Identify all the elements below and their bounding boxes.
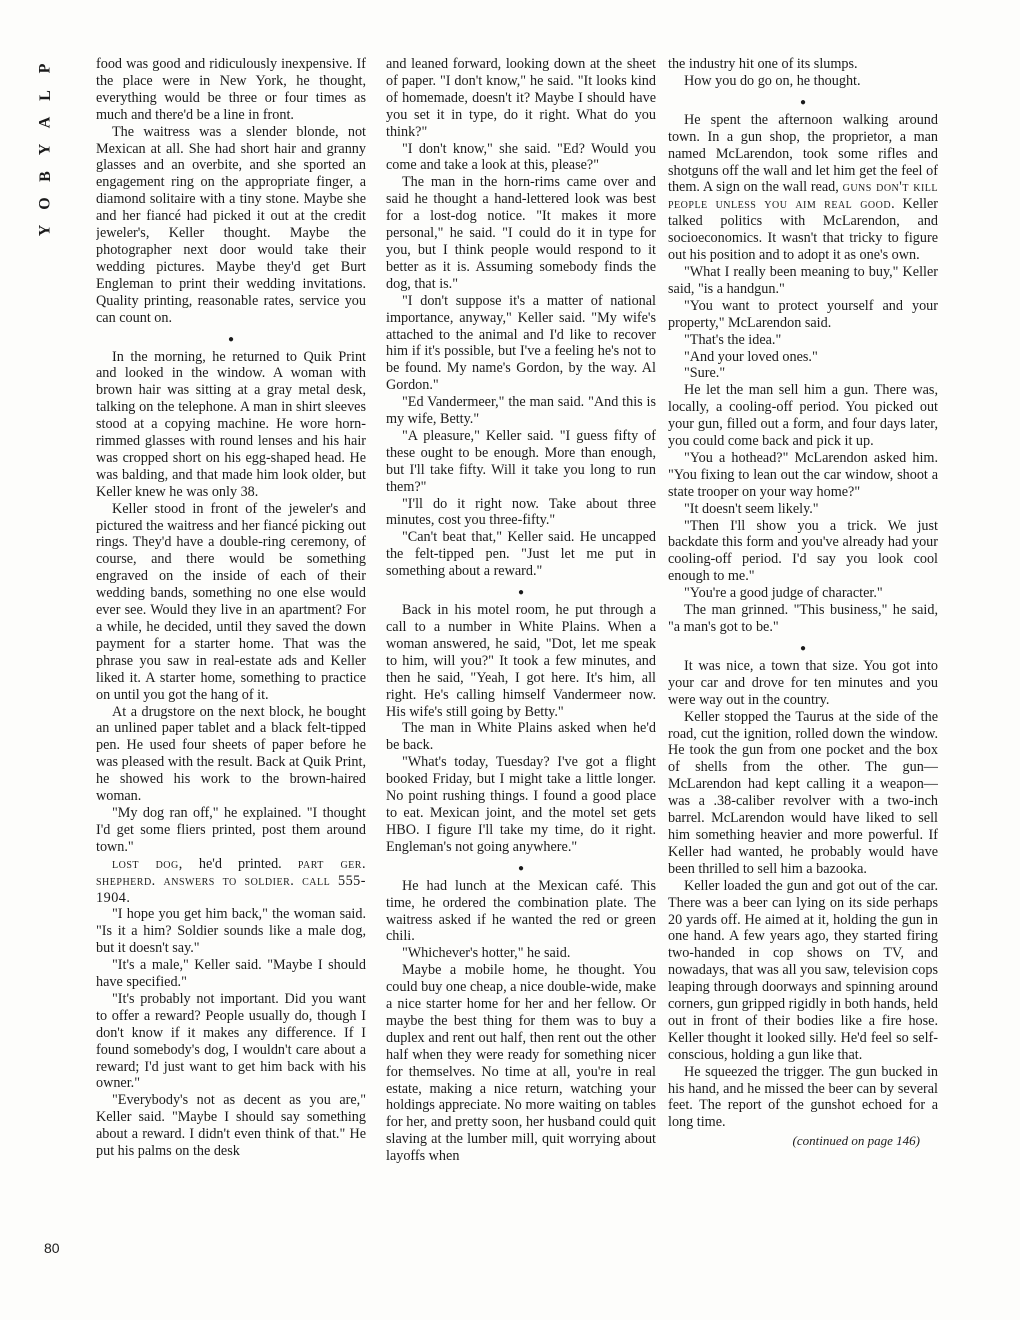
continued-on-notice: (continued on page 146) (792, 1133, 920, 1149)
paragraph: "It's a male," Keller said. "Maybe I should have specified." (96, 957, 366, 991)
paragraph: "You a hothead?" McLarendon asked him. "You fixing to lean out the car window, shoot a state trooper on your way home?" (668, 449, 938, 500)
paragraph: In the morning, he returned to Quik Print and looked in the window. A woman with brown hair was sitting at a gray metal desk, talking on the telephone. A man in shirt sleeves stood at a copying machine. He wore horn-rimmed glasses with round lenses and his hair was cropped short on his egg-shaped head. He was balding, and that made him look older, but Keller knew he was only 38. (96, 348, 366, 500)
paragraph: How you do go on, he thought. (684, 72, 861, 89)
paragraph: It was nice, a town that size. You got into your car and drove for ten minutes and you were way out in the country. (668, 657, 938, 708)
gun-shop-paragraph (668, 112, 938, 264)
paragraph: "Then I'll show you a trick. We just backdate this form and you've already had your cooling-off period. I'd say you look cool enough to me." (668, 517, 938, 585)
running-head-playboy (30, 55, 60, 244)
flier-lead: lost dog, (112, 855, 183, 872)
text-column-1 (96, 56, 366, 1266)
section-separator: ● (799, 96, 807, 108)
page-number: 80 (44, 1240, 60, 1256)
paragraph: He let the man sell him a gun. There was, locally, a cooling-off period. You picked out your gun, filled out a form, and four days later, you could come back and pick it up. (668, 382, 938, 450)
flier-text: part ger. shepherd. answers to soldier. call 555-1904. (96, 855, 366, 906)
paragraph: "I'll do it right now. Take about three minutes, cost you three-fifty." (386, 495, 656, 529)
paragraph: "It doesn't seem likely." (684, 500, 819, 517)
paragraph: "I hope you get him back," the woman said. "Is it a him? Soldier sounds like a male dog, but it doesn't say." (96, 906, 366, 957)
running-head-letter: P (36, 63, 54, 74)
text-column-3 (668, 56, 938, 1266)
running-head-letter: B (36, 171, 54, 182)
paragraph: the industry hit one of its slumps. (668, 56, 858, 72)
paragraph: Keller stood in front of the jeweler's and pictured the waitress and her fiancé picking out rings. They'd have a double-ring ceremony, of course, and there would be something engraved on the inside of each of their wedding bands, something no one else would ever see. Would they live in an apartment? For a while, he decided, until they saved the down payment for a starter home. That was the phrase you saw in real-estate ads and Keller liked it. A starter home, something to practice on until you got the hang of it. (96, 500, 366, 703)
section-separator: ● (517, 862, 525, 874)
paragraph: "I don't suppose it's a matter of national importance, anyway," Keller said. "My wife's attached to the animal and I'd like to recover him if it's possible, but I've a feeling he's not to be found. My name's Gordon, by the way. Al Gordon." (386, 292, 656, 394)
paragraph: "You're a good judge of character." (684, 585, 883, 602)
paragraph: "That's the idea." (684, 331, 782, 348)
running-head-letter: Y (36, 224, 54, 237)
paragraph: The man grinned. "This business," he said, "a man's got to be." (668, 602, 938, 635)
running-head-letter: L (36, 90, 54, 101)
running-head-letter: Y (36, 143, 54, 156)
section-separator: ● (799, 642, 807, 654)
paragraph: "A pleasure," Keller said. "I guess fifty of these ought to be enough. More than enough, but I'll take fifty. Will it take you long to run them?" (386, 427, 656, 495)
paragraph: "Can't beat that," Keller said. He uncapped the felt-tipped pen. "Just let me put in something about a reward." (386, 529, 656, 580)
paragraph: "What's today, Tuesday? I've got a flight booked Friday, but I might take a little longer. No point rushing things. I found a good place to eat. Mexican joint, and the motel set gets HBO. I figure I'll take my time, do it right. Engleman's not going anywhere." (386, 754, 656, 855)
paragraph: "And your loved ones." (684, 348, 818, 365)
paragraph: The waitress was a slender blonde, not Mexican at all. She had short hair and granny glasses and an overbite, and she sported an engagement ring on the appropriate finger, a diamond solitaire with a tiny stone. Maybe she and her fiancé had picked it out at the credit jeweler's, Keller thought. Maybe the photographer next door would take their wedding pictures. Maybe they'd get Burt Engleman to print their wedding invitations. Quality printing, reasonable rates, service you can count on. (96, 123, 366, 326)
paragraph: and leaned forward, looking down at the sheet of paper. "I don't know," he said. "It looks kind of homemade, doesn't it? Maybe I should have you set it in type, do it right. What do you think?" (386, 56, 656, 140)
paragraph: Maybe a mobile home, he thought. You could buy one cheap, a nice double-wide, make a nice starter home for her and her fellow. Or maybe the best thing for them was to buy a duplex and rent out half, then rent out the other half when they were ready for something nicer for themselves. No time at all, you're in real estate, making a nice return, watching your holdings appreciate. No more waiting on tables for her, and pretty soon, her husband could quit slaving at the lumber mill, quit worrying about layoffs when (386, 962, 656, 1165)
paragraph-lead: He spent the afternoon walking around town. In a gun shop, the proprietor, a man named McLarendon, took some rifles and shotguns off the wall and let him get the feel of them. A sign on the wall read, (668, 111, 938, 196)
paragraph: "It's probably not important. Did you want to offer a reward? People usually do, though I don't know if it makes any difference. If I found somebody's dog, I wouldn't care about a reward; I'd just want to get him back with his owner." (96, 990, 366, 1092)
paragraph: "Everybody's not as decent as you are," Keller said. "Maybe I should say something about a reward. I didn't even think of that." He put his palms on the desk (96, 1092, 366, 1160)
flier-paragraph (96, 856, 366, 907)
section-separator: ● (227, 333, 235, 345)
paragraph: "You want to protect yourself and your property," McLarendon said. (668, 297, 938, 331)
gun-shop-sign: guns don't kill people unless you aim real good. (668, 179, 938, 213)
paragraph: Keller stopped the Taurus at the side of the road, cut the ignition, rolled down the window. He took the gun from one pocket and the box of shells from the other. The gun—McLarendon had kept calling it a weapon—was a .38-caliber revolver with a two-inch barrel. McLarendon would have liked to sell him something heavier and more powerful. If Keller had wanted, he probably would have been thrilled to sell him a bazooka. (668, 708, 938, 877)
paragraph: The man in the horn-rims came over and said he thought a hand-lettered look was best for a lost-dog notice. "It makes it more personal," he said. "I could do it in type for you, but I think people would respond to it better as it is. Assuming somebody finds the dog, that is." (386, 174, 656, 292)
paragraph: He had lunch at the Mexican café. This time, he ordered the combination plate. The waitress asked if he wanted the red or green chili. (386, 877, 656, 945)
paragraph: At a drugstore on the next block, he bought an unlined paper tablet and a black felt-tipped pen. He used four sheets of paper before he was pleased with the result. Back at Quik Print, he showed his work to the brown-haired woman. (96, 703, 366, 805)
paragraph: The man in White Plains asked when he'd be back. (386, 720, 656, 754)
running-head-letter: O (36, 197, 54, 210)
flier-mid: he'd printed. (182, 855, 298, 872)
text-column-2 (386, 56, 656, 1266)
paragraph: "Ed Vandermeer," the man said. "And this is my wife, Betty." (386, 394, 656, 428)
paragraph-tail: Keller talked politics with McLarendon, and socioeconomics. It wasn't that tricky to figure out his position and to adopt it as one's own. (668, 196, 938, 264)
paragraph: food was good and ridiculously inexpensive. If the place were in New York, he thought, everything would be three or four times as much and there'd be a line in front. (96, 56, 366, 123)
section-separator: ● (517, 587, 525, 599)
running-head-letter: A (36, 116, 54, 129)
paragraph: "What I really been meaning to buy," Keller said, "is a handgun." (668, 263, 938, 297)
paragraph: He squeezed the trigger. The gun bucked in his hand, and he missed the beer can by several feet. The report of the gunshot echoed for a long time. (668, 1063, 938, 1131)
paragraph: "I don't know," she said. "Ed? Would you come and take a look at this, please?" (386, 140, 656, 174)
paragraph: Back in his motel room, he put through a call to a number in White Plains. When a woman answered, he said, "Dot, let me speak to him, will you?" It took a few minutes, and then he said, "Yeah, I got here. It's him, all right. He's calling himself Vandermeer now. His wife's still going by Betty." (386, 602, 656, 720)
paragraph: "My dog ran off," he explained. "I thought I'd get some fliers printed, post them around town." (96, 804, 366, 855)
paragraph: "Whichever's hotter," he said. (402, 945, 571, 962)
paragraph: "Sure." (684, 365, 726, 382)
paragraph: Keller loaded the gun and got out of the car. There was a beer can lying on its side perhaps 20 yards off. He aimed at it, holding the gun in one hand. A few years ago, they started firing two-handed in cop shows on TV, and nowadays, that was all you saw, television cops leaping through doorways and spinning around corners, gun gripped rigidly in both hands, held out in front of their bodies like a fire hose. Keller thought it looked silly. He'd feel so self-conscious, holding a gun like that. (668, 877, 938, 1063)
